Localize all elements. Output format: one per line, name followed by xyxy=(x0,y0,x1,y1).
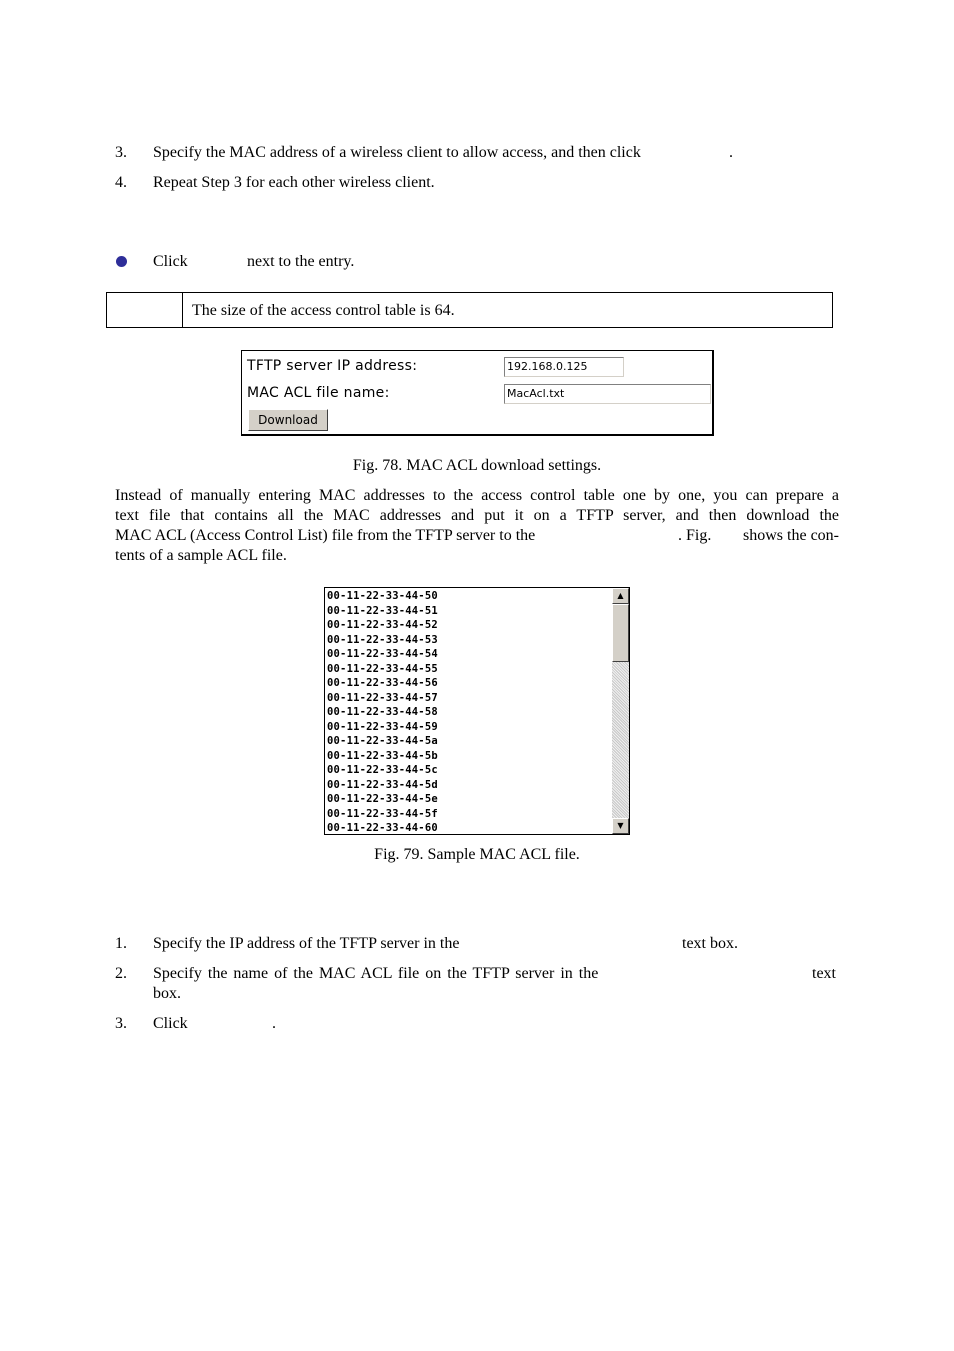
body-paragraph xyxy=(115,486,839,566)
step-text: Specify the name of the MAC ACL file on the TFTP server in the xyxy=(153,965,599,982)
step-tail: . xyxy=(272,1015,276,1032)
note-text: The size of the access control table is 64. xyxy=(192,302,455,319)
acl-entry[interactable]: 00-11-22-33-44-5e xyxy=(327,793,438,805)
bullet-text-pre: Click xyxy=(153,253,188,270)
acl-entry[interactable]: 00-11-22-33-44-57 xyxy=(327,691,438,704)
step-tail: text box. xyxy=(682,935,738,952)
mac-acl-download-panel xyxy=(241,350,714,436)
acl-entry[interactable]: 00-11-22-33-44-54 xyxy=(327,648,438,660)
fig79-caption: Fig. 79. Sample MAC ACL file. xyxy=(374,846,580,863)
tftp-server-input[interactable]: 192.168.0.125 xyxy=(504,357,624,377)
scrollbar[interactable] xyxy=(612,588,629,834)
acl-entry[interactable]: 00-11-22-33-44-51 xyxy=(327,604,438,617)
step-tail: text xyxy=(812,965,836,982)
step-number: 4. xyxy=(115,174,127,191)
paragraph-segment: . Fig. xyxy=(678,527,712,544)
acl-entry[interactable]: 00-11-22-33-44-55 xyxy=(327,662,438,675)
fig78-caption: Fig. 78. MAC ACL download settings. xyxy=(352,457,602,474)
acl-entry[interactable]: 00-11-22-33-44-5a xyxy=(327,735,438,747)
step-text: Specify the IP address of the TFTP server in the xyxy=(153,935,460,952)
acl-entry[interactable]: 00-11-22-33-44-5f xyxy=(327,807,438,820)
step-text: box. xyxy=(153,985,181,1002)
acl-entry[interactable]: 00-11-22-33-44-52 xyxy=(327,619,438,631)
acl-entry[interactable]: 00-11-22-33-44-53 xyxy=(327,633,438,646)
acl-entry[interactable]: 00-11-22-33-44-5b xyxy=(327,749,438,762)
acl-file-label: MAC ACL file name: xyxy=(247,385,390,401)
acl-entry[interactable]: 00-11-22-33-44-59 xyxy=(327,720,438,733)
step-tail: . xyxy=(729,144,733,161)
scroll-up-icon[interactable]: ▲ xyxy=(612,588,629,604)
acl-entry-list xyxy=(327,589,438,835)
tftp-server-label: TFTP server IP address: xyxy=(247,358,418,374)
acl-entry[interactable]: 00-11-22-33-44-58 xyxy=(327,706,438,718)
acl-entry[interactable]: 00-11-22-33-44-60 xyxy=(327,822,438,834)
download-button[interactable]: Download xyxy=(248,409,328,431)
scroll-down-icon[interactable]: ▼ xyxy=(612,818,629,834)
step-number: 2. xyxy=(115,965,127,982)
scroll-thumb[interactable] xyxy=(612,604,629,662)
bullet-icon xyxy=(116,256,127,267)
acl-entry[interactable]: 00-11-22-33-44-5d xyxy=(327,778,438,791)
acl-entry[interactable]: 00-11-22-33-44-5c xyxy=(327,764,438,776)
mac-acl-listbox[interactable] xyxy=(324,587,630,835)
note-divider xyxy=(182,293,183,327)
step-text: Click xyxy=(153,1015,188,1032)
paragraph-segment: shows the con- xyxy=(743,527,839,544)
step-number: 1. xyxy=(115,935,127,952)
paragraph-line-3 xyxy=(115,526,839,546)
step-text: Repeat Step 3 for each other wireless client. xyxy=(153,174,435,191)
acl-entry[interactable]: 00-11-22-33-44-56 xyxy=(327,677,438,689)
bullet-text-post: next to the entry. xyxy=(247,253,355,270)
step-text: Specify the MAC address of a wireless client to allow access, and then click xyxy=(153,144,641,161)
paragraph-line: tents of a sample ACL file. xyxy=(115,547,287,564)
acl-entry[interactable]: 00-11-22-33-44-50 xyxy=(327,590,438,602)
acl-file-input[interactable]: MacAcl.txt xyxy=(504,384,711,404)
paragraph-line: Instead of manually entering MAC addresses to the access control table one by one, you can prepare a xyxy=(115,487,839,504)
paragraph-segment: MAC ACL (Access Control List) file from the TFTP server to the xyxy=(115,527,536,544)
paragraph-line: text file that contains all the MAC addresses and put it on a TFTP server, and then download the xyxy=(115,507,839,524)
note-table xyxy=(106,292,833,328)
step-number: 3. xyxy=(115,144,127,161)
step-number: 3. xyxy=(115,1015,127,1032)
